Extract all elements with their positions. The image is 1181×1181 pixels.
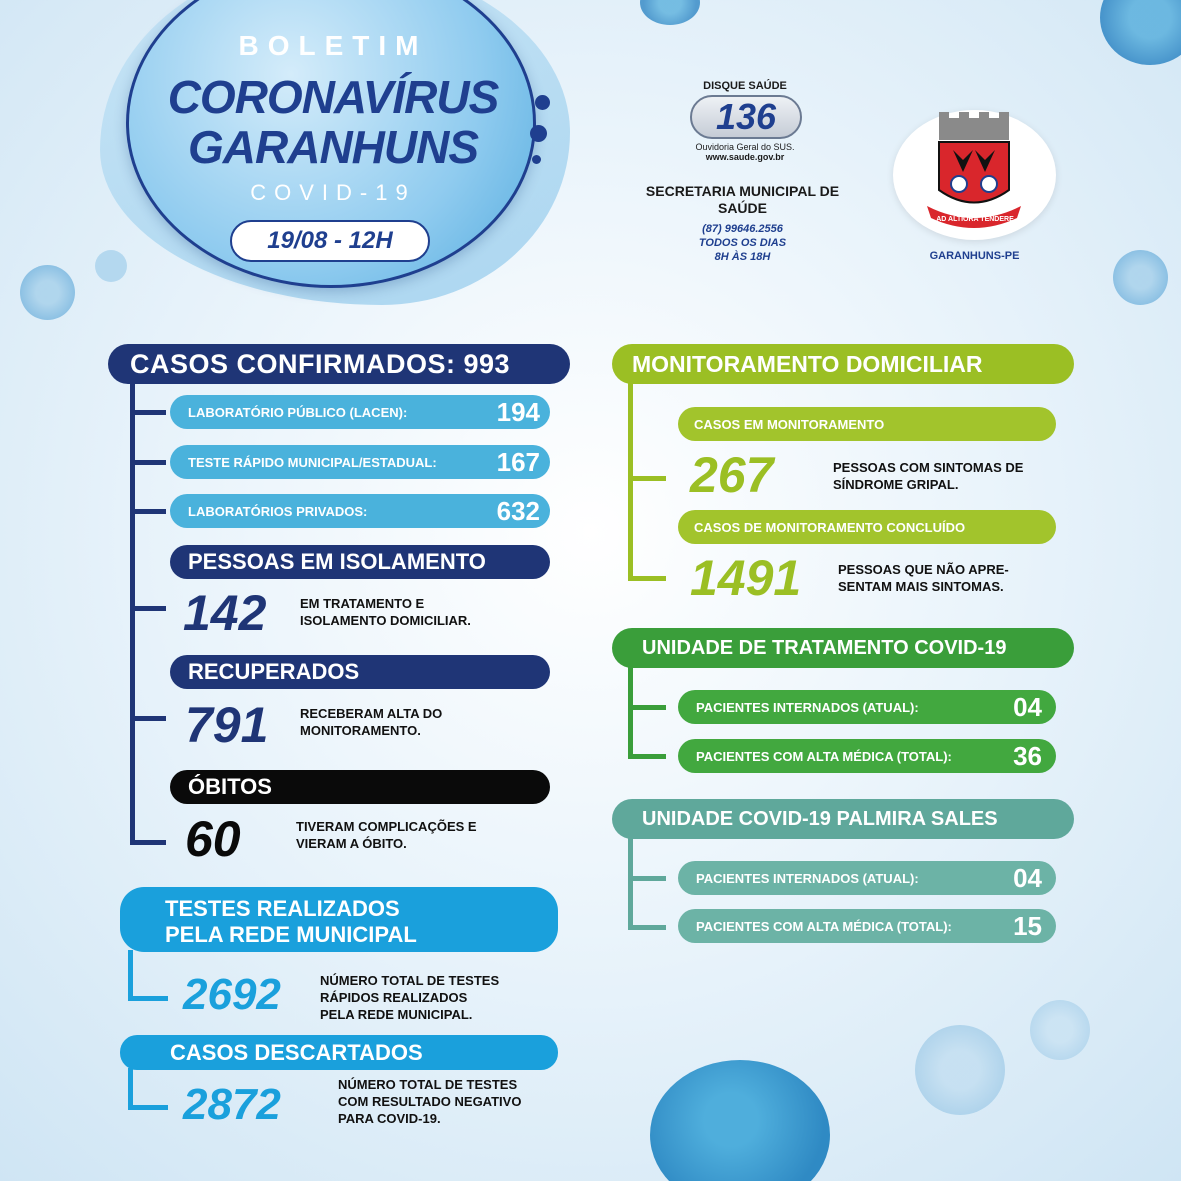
treatment-unit-header: UNIDADE DE TRATAMENTO COVID-19 [612,628,1074,668]
done-monitoring-label: CASOS DE MONITORAMENTO CONCLUÍDO [678,510,1056,544]
lacen-row [170,395,550,429]
virus-decoration-icon [650,1060,830,1181]
active-monitoring-desc-2: SÍNDROME GRIPAL. [833,477,959,492]
lacen-label: LABORATÓRIO PÚBLICO (LACEN): [188,404,408,420]
tests-desc-2: RÁPIDOS REALIZADOS [320,990,468,1005]
boletim-label: BOLETIM [238,30,428,61]
discarded-value: 2872 [183,1080,281,1129]
active-monitoring-value: 267 [690,447,774,503]
secretaria-hours: 8H ÀS 18H [714,251,771,263]
connector-branch [628,705,666,710]
secretaria-title: SECRETARIA MUNICIPAL DE SAÚDE [645,183,840,216]
palmira-discharged-label: PACIENTES COM ALTA MÉDICA (TOTAL): [696,918,952,934]
deaths-desc-2: VIERAM A ÓBITO. [296,836,407,851]
connector-branch [130,840,166,845]
virus-decoration-icon [20,265,75,320]
tests-value: 2692 [183,970,281,1019]
disque-saude-number: 136 [690,95,802,139]
deaths-header: ÓBITOS [170,770,550,804]
connector-branch [130,716,166,721]
active-monitoring-label: CASOS EM MONITORAMENTO [678,407,1056,441]
connector-branch [628,476,666,481]
secretaria-days: TODOS OS DIAS [698,237,787,249]
virus-decoration-icon [1100,0,1181,65]
monitoring-connector [628,383,633,581]
discarded-connector-branch [128,1105,168,1110]
done-monitoring-desc-1: PESSOAS QUE NÃO APRE- [838,562,1009,577]
title-line-2: GARANHUNS [188,121,478,173]
virus-decoration-icon [95,250,127,282]
discarded-desc-1: NÚMERO TOTAL DE TESTES [338,1077,518,1092]
isolation-desc-2: ISOLAMENTO DOMICILIAR. [300,613,471,628]
disque-saude-label: DISQUE SAÚDE [703,80,787,92]
city-name: GARANHUNS-PE [929,250,1020,262]
tests-desc-3: PELA REDE MUNICIPAL. [320,1007,473,1022]
treatment-discharged-label: PACIENTES COM ALTA MÉDICA (TOTAL): [696,748,952,764]
covid-label: COVID-19 [250,180,416,205]
connector-branch [130,410,166,415]
rapid-test-value: 167 [496,446,540,477]
treatment-discharged-row [678,739,1056,773]
discarded-connector [128,1068,133,1110]
treatment-connector [628,667,633,759]
confirmed-connector [130,383,135,845]
connector-branch [628,576,666,581]
ouvidoria-text: Ouvidoria Geral do SUS. [695,142,795,152]
deaths-value: 60 [185,811,241,867]
tests-connector-branch [128,996,168,1001]
palmira-connector [628,838,633,930]
discarded-desc-2: COM RESULTADO NEGATIVO [338,1094,522,1109]
secretaria-phone: (87) 99646.2556 [702,223,783,235]
done-monitoring-value: 1491 [690,550,802,606]
recovered-header: RECUPERADOS [170,655,550,689]
confirmed-header: CASOS CONFIRMADOS: 993 [108,344,570,384]
recovered-value: 791 [185,697,269,753]
virus-decoration-icon [640,0,700,25]
done-monitoring-desc-2: SENTAM MAIS SINTOMAS. [838,579,1004,594]
monitoring-header: MONITORAMENTO DOMICILIAR [612,344,1074,384]
tests-title-2: PELA REDE MUNICIPAL [165,922,417,947]
palmira-hospitalized-value: 04 [1013,862,1042,893]
virus-decoration-icon [915,1025,1005,1115]
treatment-hospitalized-row [678,690,1056,724]
palmira-hospitalized-row [678,861,1056,895]
date-badge: 19/08 - 12H [230,220,430,262]
active-monitoring-desc-1: PESSOAS COM SINTOMAS DE [833,460,1024,475]
treatment-discharged-value: 36 [1013,740,1042,771]
recovered-desc-1: RECEBERAM ALTA DO [300,706,443,721]
palmira-discharged-value: 15 [1013,910,1042,941]
isolation-desc-1: EM TRATAMENTO E [300,596,425,611]
deaths-desc-1: TIVERAM COMPLICAÇÕES E [296,819,477,834]
title-line-1: CORONAVÍRUS [167,71,499,123]
logo-motto: AD ALTIORA TENDERE [936,216,1014,223]
tests-desc-1: NÚMERO TOTAL DE TESTES [320,973,500,988]
palmira-unit-header: UNIDADE COVID-19 PALMIRA SALES [612,799,1074,839]
tests-title-1: TESTES REALIZADOS [165,896,400,921]
palmira-discharged-row [678,909,1056,943]
saude-site-text: www.saude.gov.br [705,152,785,162]
connector-branch [130,460,166,465]
recovered-desc-2: MONITORAMENTO. [300,723,421,738]
palmira-hospitalized-label: PACIENTES INTERNADOS (ATUAL): [696,870,919,886]
connector-branch [628,754,666,759]
discarded-header: CASOS DESCARTADOS [120,1035,558,1070]
discarded-desc-3: PARA COVID-19. [338,1111,441,1126]
connector-branch [628,925,666,930]
treatment-hospitalized-value: 04 [1013,691,1042,722]
connector-branch [130,509,166,514]
private-labs-value: 632 [496,495,540,526]
isolation-value: 142 [183,585,267,641]
tests-connector [128,950,133,1000]
private-labs-label: LABORATÓRIOS PRIVADOS: [188,503,368,519]
rapid-test-row [170,445,550,479]
lacen-value: 194 [496,396,540,427]
isolation-header: PESSOAS EM ISOLAMENTO [170,545,550,579]
virus-decoration-icon [1113,250,1168,305]
virus-decoration-icon [1030,1000,1090,1060]
treatment-hospitalized-label: PACIENTES INTERNADOS (ATUAL): [696,699,919,715]
rapid-test-label: TESTE RÁPIDO MUNICIPAL/ESTADUAL: [188,454,437,470]
private-labs-row [170,494,550,528]
connector-branch [130,606,166,611]
connector-branch [628,876,666,881]
